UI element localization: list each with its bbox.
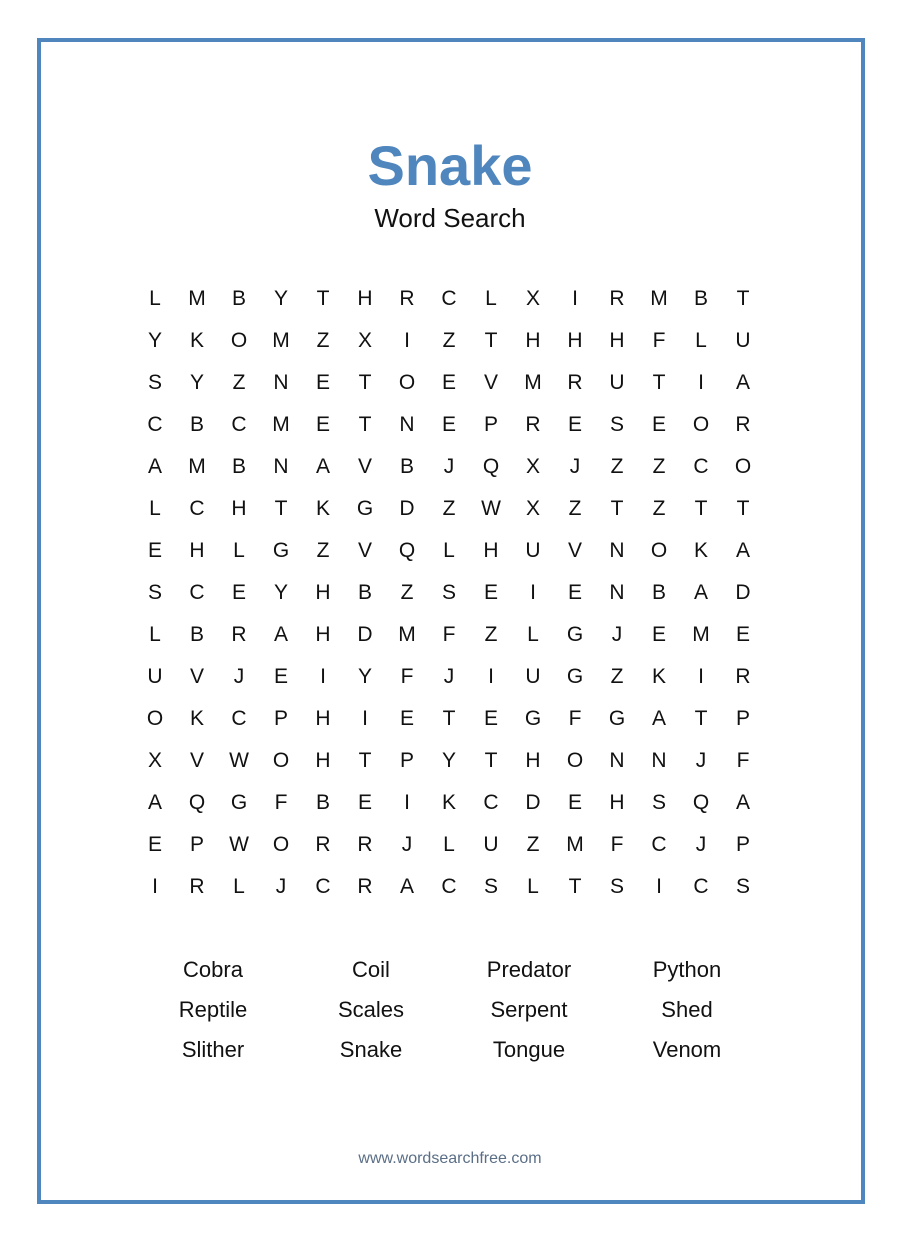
grid-cell[interactable]: M (398, 623, 416, 646)
grid-cell[interactable]: U (735, 329, 751, 352)
grid-cell[interactable]: M (188, 455, 206, 478)
page-title: Snake (367, 134, 533, 197)
grid-cell[interactable]: Z (652, 455, 666, 478)
grid-cell[interactable]: I (656, 875, 662, 898)
grid-cell[interactable]: I (152, 875, 158, 898)
grid-cell[interactable]: T (358, 371, 372, 394)
grid-cell[interactable]: V (189, 665, 204, 688)
grid-cell[interactable]: H (525, 329, 541, 352)
grid-cell[interactable]: C (693, 875, 709, 898)
grid-cell[interactable]: X (525, 455, 540, 478)
grid-cell[interactable]: C (651, 833, 667, 856)
grid-cell[interactable]: Z (610, 665, 624, 688)
grid-cell[interactable]: H (609, 791, 625, 814)
word-list-item: Slither (181, 1037, 245, 1062)
word-list-item: Predator (486, 957, 572, 982)
grid-cell[interactable]: V (483, 371, 498, 394)
grid-cell[interactable]: R (525, 413, 541, 436)
grid-cell[interactable]: D (525, 791, 541, 814)
grid-cell[interactable]: A (273, 623, 288, 646)
grid-cell[interactable]: S (441, 581, 456, 604)
grid-cell[interactable]: B (693, 287, 708, 310)
grid-cell[interactable]: I (572, 287, 578, 310)
grid-cell[interactable]: M (272, 413, 290, 436)
grid-cell[interactable]: Z (442, 329, 456, 352)
grid-cell[interactable]: T (316, 287, 330, 310)
grid-row (134, 362, 764, 404)
grid-cell[interactable]: D (735, 581, 751, 604)
grid-cell[interactable]: F (610, 833, 624, 856)
grid-cell[interactable]: E (441, 413, 456, 436)
grid-cell[interactable]: F (400, 665, 414, 688)
grid-cell[interactable]: P (735, 833, 750, 856)
grid-cell[interactable]: H (609, 329, 625, 352)
grid-cell[interactable]: U (483, 833, 499, 856)
grid-cell[interactable]: E (567, 413, 582, 436)
grid-cell[interactable]: A (735, 371, 750, 394)
grid-cell[interactable]: V (357, 455, 372, 478)
grid-cell[interactable]: Y (441, 749, 456, 772)
grid-cell[interactable]: I (362, 707, 368, 730)
grid-cell[interactable]: E (441, 371, 456, 394)
grid-cell[interactable]: R (189, 875, 205, 898)
grid-cell[interactable]: A (147, 791, 162, 814)
grid-cell[interactable]: E (735, 623, 750, 646)
grid-cell[interactable]: O (650, 539, 668, 562)
grid-cell[interactable]: S (609, 413, 624, 436)
grid-cell[interactable]: O (566, 749, 584, 772)
grid-cell[interactable]: L (149, 623, 161, 646)
grid-cell[interactable]: T (358, 413, 372, 436)
grid-cell[interactable]: K (189, 707, 204, 730)
grid-cell[interactable]: Z (316, 539, 330, 562)
grid-cell[interactable]: I (530, 581, 536, 604)
grid-cell[interactable]: E (567, 791, 582, 814)
grid-cell[interactable]: P (483, 413, 498, 436)
grid-cell[interactable]: C (441, 287, 457, 310)
grid-row (134, 698, 764, 740)
grid-cell[interactable]: U (525, 539, 541, 562)
grid-cell[interactable]: R (735, 665, 751, 688)
grid-cell[interactable]: S (147, 371, 162, 394)
grid-row (134, 278, 764, 320)
word-list-item: Serpent (490, 997, 568, 1022)
grid-row (134, 824, 764, 866)
grid-cell[interactable]: H (357, 287, 373, 310)
grid-cell[interactable]: I (404, 329, 410, 352)
grid-cell[interactable]: C (231, 413, 247, 436)
grid-cell[interactable]: K (441, 791, 456, 814)
grid-cell[interactable]: F (736, 749, 750, 772)
grid-cell[interactable]: S (651, 791, 666, 814)
grid-cell[interactable]: N (399, 413, 415, 436)
grid-cell[interactable]: Y (189, 371, 204, 394)
grid-cell[interactable]: A (735, 791, 750, 814)
grid-cell[interactable]: L (695, 329, 707, 352)
grid-cell[interactable]: E (315, 413, 330, 436)
grid-cell[interactable]: A (147, 455, 162, 478)
grid-cell[interactable]: L (443, 539, 455, 562)
grid-cell[interactable]: S (609, 875, 624, 898)
grid-cell[interactable]: N (273, 371, 289, 394)
grid-cell[interactable]: B (357, 581, 372, 604)
grid-cell[interactable]: B (189, 413, 204, 436)
grid-cell[interactable]: Q (188, 791, 206, 814)
grid-cell[interactable]: C (147, 413, 163, 436)
word-list-row (134, 950, 766, 990)
grid-cell[interactable]: V (567, 539, 582, 562)
grid-cell[interactable]: S (147, 581, 162, 604)
grid-cell[interactable]: H (567, 329, 583, 352)
grid-cell[interactable]: G (608, 707, 626, 730)
grid-cell[interactable]: C (189, 497, 205, 520)
grid-row (134, 782, 764, 824)
grid-cell[interactable]: E (483, 581, 498, 604)
grid-row (134, 320, 764, 362)
grid-cell[interactable]: P (273, 707, 288, 730)
grid-cell[interactable]: R (357, 875, 373, 898)
grid-cell[interactable]: A (399, 875, 414, 898)
grid-cell[interactable]: A (651, 707, 666, 730)
grid-cell[interactable]: T (274, 497, 288, 520)
grid-cell[interactable]: B (315, 791, 330, 814)
grid-row (134, 866, 764, 908)
grid-cell[interactable]: D (357, 623, 373, 646)
grid-cell[interactable]: G (230, 791, 248, 814)
grid-cell[interactable]: M (272, 329, 290, 352)
grid-cell[interactable]: K (315, 497, 330, 520)
grid-cell[interactable]: I (698, 371, 704, 394)
grid-cell[interactable]: J (443, 665, 455, 688)
grid-cell[interactable]: E (357, 791, 372, 814)
grid-cell[interactable]: A (315, 455, 330, 478)
footer-url: www.wordsearchfree.com (358, 1150, 542, 1167)
grid-cell[interactable]: O (272, 833, 290, 856)
grid-cell[interactable]: U (609, 371, 625, 394)
grid-cell[interactable]: H (525, 749, 541, 772)
grid-cell[interactable]: J (401, 833, 413, 856)
grid-cell[interactable]: O (734, 455, 752, 478)
grid-cell[interactable]: U (525, 665, 541, 688)
grid-cell[interactable]: E (147, 833, 162, 856)
grid-cell[interactable]: U (147, 665, 163, 688)
word-list-item: Coil (352, 957, 390, 982)
grid-cell[interactable]: O (146, 707, 164, 730)
grid-cell[interactable]: E (651, 623, 666, 646)
word-list-item: Venom (652, 1037, 722, 1062)
grid-cell[interactable]: R (567, 371, 583, 394)
grid-cell[interactable]: F (442, 623, 456, 646)
grid-cell[interactable]: W (229, 833, 249, 856)
grid-cell[interactable]: O (230, 329, 248, 352)
grid-cell[interactable]: O (398, 371, 416, 394)
grid-cell[interactable]: G (524, 707, 542, 730)
grid-cell[interactable]: Z (568, 497, 582, 520)
grid-cell[interactable]: I (488, 665, 494, 688)
grid-cell[interactable]: E (651, 413, 666, 436)
grid-cell[interactable]: K (651, 665, 666, 688)
grid-cell[interactable]: F (274, 791, 288, 814)
grid-cell[interactable]: J (695, 833, 707, 856)
grid-cell[interactable]: V (357, 539, 372, 562)
grid-cell[interactable]: Z (652, 497, 666, 520)
grid-cell[interactable]: Q (482, 455, 500, 478)
grid-cell[interactable]: C (693, 455, 709, 478)
grid-cell[interactable]: N (273, 455, 289, 478)
grid-cell[interactable]: C (189, 581, 205, 604)
grid-cell[interactable]: Z (316, 329, 330, 352)
grid-cell[interactable]: Q (398, 539, 416, 562)
grid-cell[interactable]: R (399, 287, 415, 310)
grid-cell[interactable]: N (609, 581, 625, 604)
grid-cell[interactable]: T (736, 497, 750, 520)
grid-cell[interactable]: H (315, 707, 331, 730)
grid-cell[interactable]: C (441, 875, 457, 898)
grid-cell[interactable]: X (357, 329, 372, 352)
grid-cell[interactable]: Y (273, 287, 288, 310)
grid-cell[interactable]: L (443, 833, 455, 856)
grid-cell[interactable]: N (609, 749, 625, 772)
grid-cell[interactable]: S (483, 875, 498, 898)
grid-cell[interactable]: M (188, 287, 206, 310)
grid-cell[interactable]: S (735, 875, 750, 898)
word-list-row (134, 1030, 766, 1070)
grid-cell[interactable]: R (231, 623, 247, 646)
grid-row (134, 572, 764, 614)
grid-cell[interactable]: L (149, 497, 161, 520)
grid-cell[interactable]: J (443, 455, 455, 478)
word-list-item: Python (652, 957, 722, 982)
grid-cell[interactable]: E (231, 581, 246, 604)
grid-cell[interactable]: G (272, 539, 290, 562)
grid-cell[interactable]: L (233, 875, 245, 898)
grid-cell[interactable]: E (273, 665, 288, 688)
grid-cell[interactable]: C (483, 791, 499, 814)
grid-row (134, 656, 764, 698)
grid-row (134, 614, 764, 656)
grid-cell[interactable]: R (609, 287, 625, 310)
grid-cell[interactable]: T (736, 287, 750, 310)
grid-cell[interactable]: Z (526, 833, 540, 856)
grid-cell[interactable]: Y (273, 581, 288, 604)
grid-cell[interactable]: W (481, 497, 501, 520)
grid-row (134, 530, 764, 572)
grid-cell[interactable]: C (315, 875, 331, 898)
grid-cell[interactable]: K (189, 329, 204, 352)
grid-cell[interactable]: Z (400, 581, 414, 604)
grid-cell[interactable]: B (231, 287, 246, 310)
grid-cell[interactable]: G (356, 497, 374, 520)
grid-cell[interactable]: T (358, 749, 372, 772)
grid-cell[interactable]: X (525, 287, 540, 310)
grid-cell[interactable]: L (233, 539, 245, 562)
word-list-item: Reptile (178, 997, 248, 1022)
grid-cell[interactable]: I (404, 791, 410, 814)
grid-cell[interactable]: E (147, 539, 162, 562)
grid-cell[interactable]: Y (147, 329, 162, 352)
letter-grid (134, 278, 764, 908)
grid-cell[interactable]: A (735, 539, 750, 562)
grid-cell[interactable]: G (566, 665, 584, 688)
grid-cell[interactable]: Z (610, 455, 624, 478)
grid-cell[interactable]: M (650, 287, 668, 310)
grid-cell[interactable]: I (320, 665, 326, 688)
grid-cell[interactable]: G (566, 623, 584, 646)
grid-cell[interactable]: I (698, 665, 704, 688)
grid-cell[interactable]: J (695, 749, 707, 772)
grid-cell[interactable]: B (189, 623, 204, 646)
grid-cell[interactable]: J (233, 665, 245, 688)
grid-cell[interactable]: E (315, 371, 330, 394)
grid-cell[interactable]: E (567, 581, 582, 604)
grid-cell[interactable]: R (735, 413, 751, 436)
grid-row (134, 404, 764, 446)
word-list-item: Cobra (183, 957, 243, 982)
grid-cell[interactable]: H (315, 749, 331, 772)
grid-cell[interactable]: Z (232, 371, 246, 394)
grid-cell[interactable]: T (484, 329, 498, 352)
grid-cell[interactable]: B (651, 581, 666, 604)
grid-cell[interactable]: E (483, 707, 498, 730)
grid-row (134, 740, 764, 782)
word-list (134, 950, 766, 1070)
grid-cell[interactable]: X (525, 497, 540, 520)
grid-cell[interactable]: R (315, 833, 331, 856)
grid-cell[interactable]: T (694, 707, 708, 730)
grid-cell[interactable]: P (399, 749, 414, 772)
grid-row (134, 446, 764, 488)
grid-cell[interactable]: T (484, 749, 498, 772)
page-subtitle: Word Search (374, 203, 526, 233)
word-list-item: Tongue (492, 1037, 566, 1062)
grid-cell[interactable]: B (231, 455, 246, 478)
grid-cell[interactable]: B (399, 455, 414, 478)
grid-cell[interactable]: J (569, 455, 581, 478)
grid-cell[interactable]: L (527, 623, 539, 646)
grid-cell[interactable]: H (315, 581, 331, 604)
grid-cell[interactable]: Z (442, 497, 456, 520)
grid-cell[interactable]: J (611, 623, 623, 646)
grid-cell[interactable]: L (485, 287, 497, 310)
grid-cell[interactable]: T (610, 497, 624, 520)
grid-cell[interactable]: R (357, 833, 373, 856)
grid-cell[interactable]: W (229, 749, 249, 772)
grid-cell[interactable]: F (652, 329, 666, 352)
grid-cell[interactable]: H (483, 539, 499, 562)
grid-cell[interactable]: L (149, 287, 161, 310)
word-list-row (134, 990, 766, 1030)
grid-cell[interactable]: A (693, 581, 708, 604)
grid-cell[interactable]: N (651, 749, 667, 772)
grid-cell[interactable]: O (692, 413, 710, 436)
grid-cell[interactable]: T (652, 371, 666, 394)
grid-cell[interactable]: P (735, 707, 750, 730)
word-list-item: Snake (339, 1037, 403, 1062)
grid-cell[interactable]: Q (692, 791, 710, 814)
word-list-item: Shed (661, 997, 713, 1022)
grid-cell[interactable]: Z (484, 623, 498, 646)
grid-row (134, 488, 764, 530)
grid-cell[interactable]: T (694, 497, 708, 520)
grid-cell[interactable]: K (693, 539, 708, 562)
grid-cell[interactable]: F (568, 707, 582, 730)
grid-cell[interactable]: H (315, 623, 331, 646)
grid-cell[interactable]: N (609, 539, 625, 562)
grid-cell[interactable]: O (272, 749, 290, 772)
grid-cell[interactable]: H (231, 497, 247, 520)
grid-cell[interactable]: V (189, 749, 204, 772)
grid-cell[interactable]: C (231, 707, 247, 730)
grid-cell[interactable]: D (399, 497, 415, 520)
grid-cell[interactable]: H (189, 539, 205, 562)
grid-cell[interactable]: X (147, 749, 162, 772)
grid-cell[interactable]: J (275, 875, 287, 898)
grid-cell[interactable]: L (527, 875, 539, 898)
grid-cell[interactable]: P (189, 833, 204, 856)
grid-cell[interactable]: E (399, 707, 414, 730)
word-list-item: Scales (337, 997, 405, 1022)
grid-cell[interactable]: T (568, 875, 582, 898)
grid-cell[interactable]: M (692, 623, 710, 646)
grid-cell[interactable]: M (566, 833, 584, 856)
grid-cell[interactable]: Y (357, 665, 372, 688)
grid-cell[interactable]: M (524, 371, 542, 394)
grid-cell[interactable]: T (442, 707, 456, 730)
